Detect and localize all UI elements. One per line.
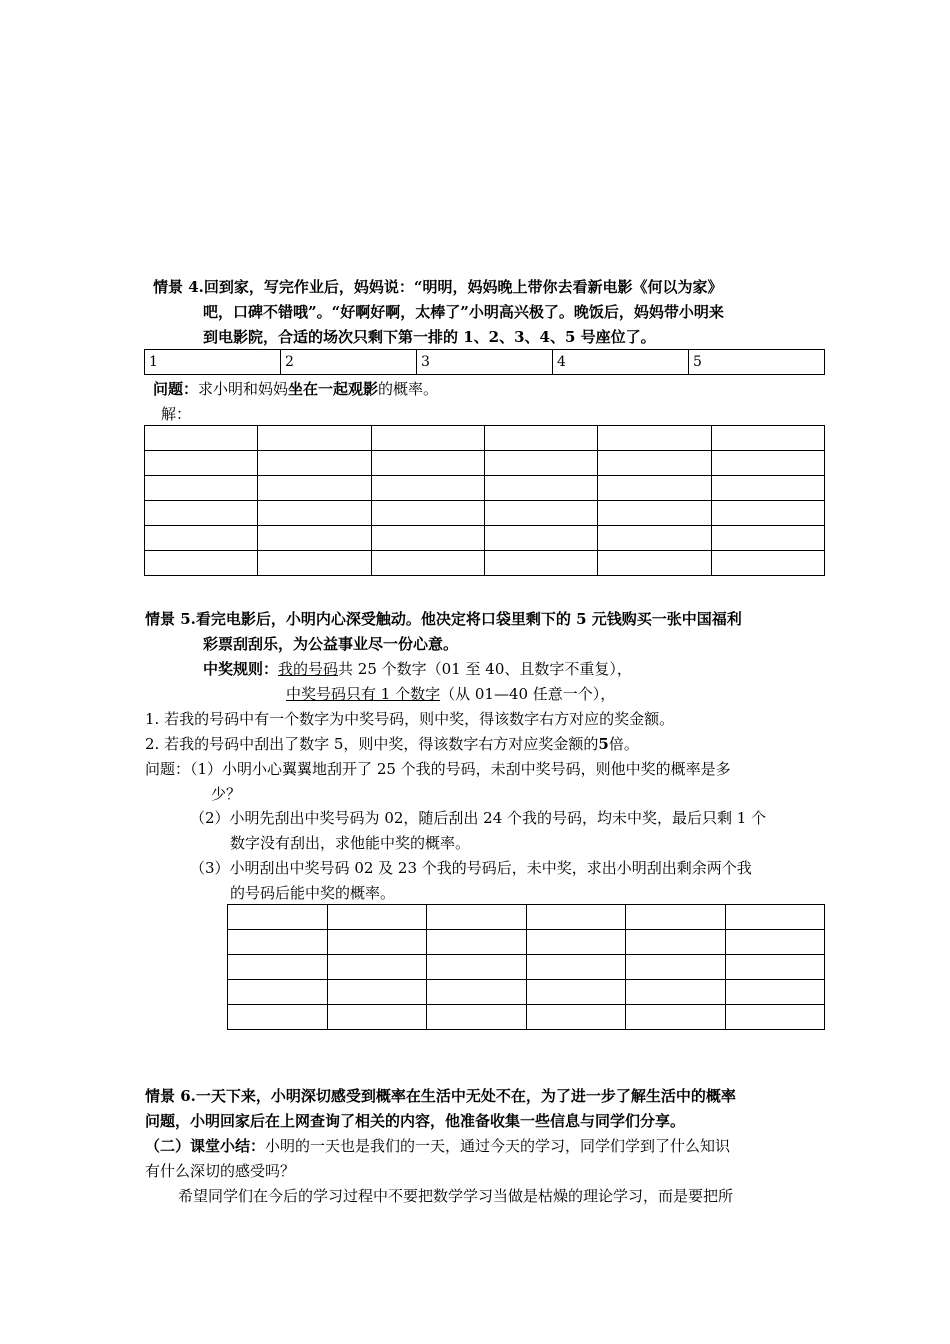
summary-line1 xyxy=(145,1136,730,1156)
question-2-line1: （2）小明先刮出中奖号码为 02，随后刮出 24 个我的号码，均未中奖，最后只剩 1 个 xyxy=(190,809,767,827)
seat-cell: 1 xyxy=(145,350,281,375)
question-3-line1: （3）小明刮出中奖号码 02 及 23 个我的号码后，未中奖，求出小明刮出剩余两个我 xyxy=(190,859,752,877)
scenario4-line3: 到电影院，合适的场次只剩下第一排的 1、2、3、4、5 号座位了。 xyxy=(203,328,656,346)
seat-cell: 3 xyxy=(417,350,553,375)
prize-rule-label: 中奖规则： xyxy=(203,660,279,678)
seat-cell: 4 xyxy=(553,350,689,375)
scenario5-line1: 情景 5.看完电影后，小明内心深受触动。他决定将口袋里剩下的 5 元钱购买一张中国福利 xyxy=(145,610,742,628)
scenario5-line2: 彩票刮刮乐，为公益事业尽一份心意。 xyxy=(203,635,459,653)
scenario4-question xyxy=(153,379,438,399)
prize-rule-line2 xyxy=(286,684,615,704)
summary-line3: 希望同学们在今后的学习过程中不要把数学学习当做是枯燥的理论学习，而是要把所 xyxy=(178,1187,734,1205)
solution-label: 解： xyxy=(161,405,192,423)
solution-grid-2 xyxy=(227,904,825,1030)
rule-item-1: 1. 若我的号码中有一个数字为中奖号码，则中奖，得该数字右方对应的奖金额。 xyxy=(145,710,675,728)
solution-grid-1 xyxy=(144,425,825,576)
summary-label: （二）课堂小结： xyxy=(145,1137,266,1155)
seat-table xyxy=(144,349,825,375)
summary-text: 小明的一天也是我们的一天，通过今天的学习，同学们学到了什么知识 xyxy=(265,1137,731,1155)
rule-item-2: 2. 若我的号码中刮出了数字 5，则中奖，得该数字右方对应奖金额的5倍。 xyxy=(145,735,639,753)
question-text-emphasis: 坐在一起观影 xyxy=(288,380,379,398)
summary-line2: 有什么深切的感受吗？ xyxy=(145,1162,296,1180)
my-number-term: 我的号码 xyxy=(278,660,339,678)
question-2-line2: 数字没有刮出，求他能中奖的概率。 xyxy=(230,834,471,852)
question-1-line2: 少？ xyxy=(211,785,242,803)
scenario4-line1: 情景 4.回到家，写完作业后，妈妈说：“明明，妈妈晚上带你去看新电影《何以为家》 xyxy=(153,278,723,296)
winning-number-term: 中奖号码只有 1 个数字 xyxy=(286,685,441,703)
prize-rule-line1 xyxy=(203,659,632,679)
question-text-a: 求小明和妈妈 xyxy=(198,380,289,398)
multiplier: 5 xyxy=(598,735,609,753)
scenario6-line2: 问题，小明回家后在上网查询了相关的内容，他准备收集一些信息与同学们分享。 xyxy=(145,1112,686,1130)
question-label: 问题： xyxy=(153,380,199,398)
question-1-line1: 问题：（1）小明小心翼翼地刮开了 25 个我的号码，未刮中奖号码，则他中奖的概率是多 xyxy=(145,760,731,778)
seat-cell: 2 xyxy=(281,350,417,375)
prize-rule-text1: 共 25 个数字（01 至 40、且数字不重复）， xyxy=(338,660,632,678)
question-3-line2: 的号码后能中奖的概率。 xyxy=(230,884,396,902)
scenario6-line1: 情景 6.一天下来，小明深切感受到概率在生活中无处不在，为了进一步了解生活中的概率 xyxy=(145,1087,736,1105)
scenario4-line2: 吧，口碑不错哦”。“好啊好啊，太棒了”小明高兴极了。晚饭后，妈妈带小明来 xyxy=(203,303,724,321)
seat-cell: 5 xyxy=(689,350,825,375)
prize-rule-text2: （从 01—40 任意一个）， xyxy=(440,685,616,703)
question-text-c: 的概率。 xyxy=(378,380,439,398)
